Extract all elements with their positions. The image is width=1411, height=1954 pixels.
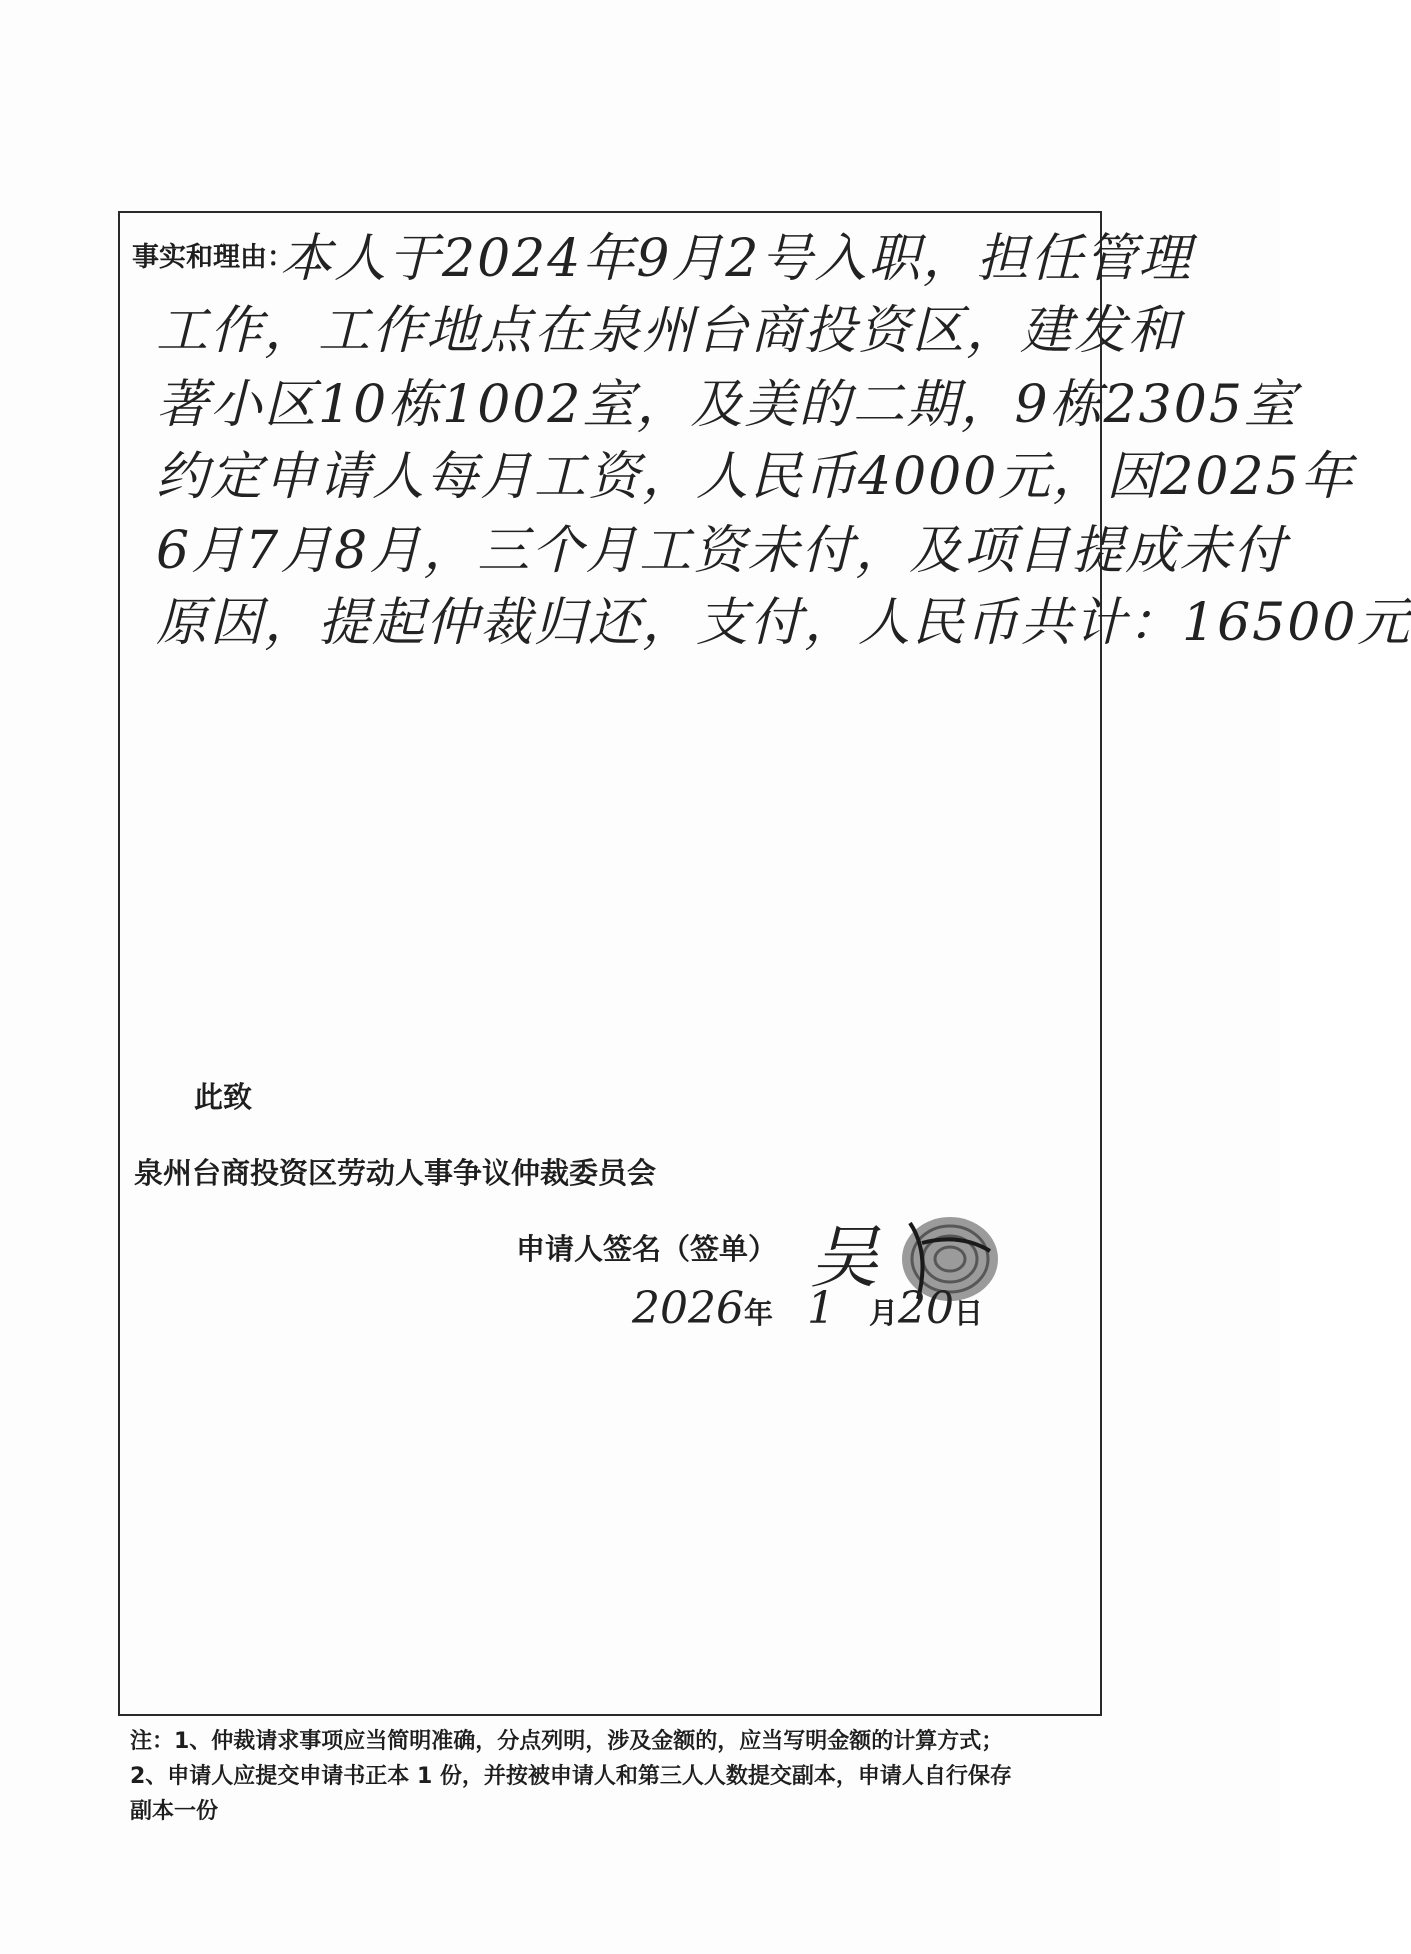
handwritten-line-2: 工作，工作地点在泉州台商投资区，建发和 (156, 301, 1183, 361)
signature-label: 申请人签名（签单） (516, 1232, 778, 1266)
handwritten-line-5: 6月7月8月，三个月工资未付，及项目提成未付 (156, 521, 1288, 581)
date-year-unit: 年 (743, 1296, 773, 1330)
footnotes (130, 1724, 1110, 1829)
note-line-1: 注：1、仲裁请求事项应当简明准确，分点列明，涉及金额的，应当写明金额的计算方式； (130, 1729, 1004, 1754)
facts-and-reasons-label: 事实和理由： (132, 242, 294, 273)
note-line-3: 副本一份 (130, 1799, 219, 1824)
date-month: 1 (807, 1283, 835, 1334)
date-day: 20 (898, 1283, 955, 1334)
signature-character: 吴 (810, 1219, 879, 1298)
handwritten-line-3: 著小区10栋1002室，及美的二期，9栋2305室 (156, 375, 1298, 435)
application-date (632, 1283, 983, 1334)
handwritten-line-1: 本人于2024年9月2号入职，担任管理 (280, 229, 1193, 289)
note-line-2: 2、申请人应提交申请书正本 1 份，并按被申请人和第三人人数提交副本，申请人自行保存 (130, 1764, 1012, 1789)
handwritten-line-4: 约定申请人每月工资，人民币4000元，因2025年 (156, 447, 1355, 507)
date-month-unit: 月 (869, 1296, 899, 1330)
form-border-box (118, 211, 1411, 1716)
date-year: 2026 (632, 1283, 744, 1334)
date-day-unit: 日 (954, 1296, 984, 1330)
handwritten-line-6: 原因，提起仲裁归还，支付，人民币共计：16500元 (156, 593, 1411, 653)
recipient-organization: 泉州台商投资区劳动人事争议仲裁委员会 (134, 1156, 657, 1190)
closing-salutation: 此致 (194, 1080, 253, 1114)
